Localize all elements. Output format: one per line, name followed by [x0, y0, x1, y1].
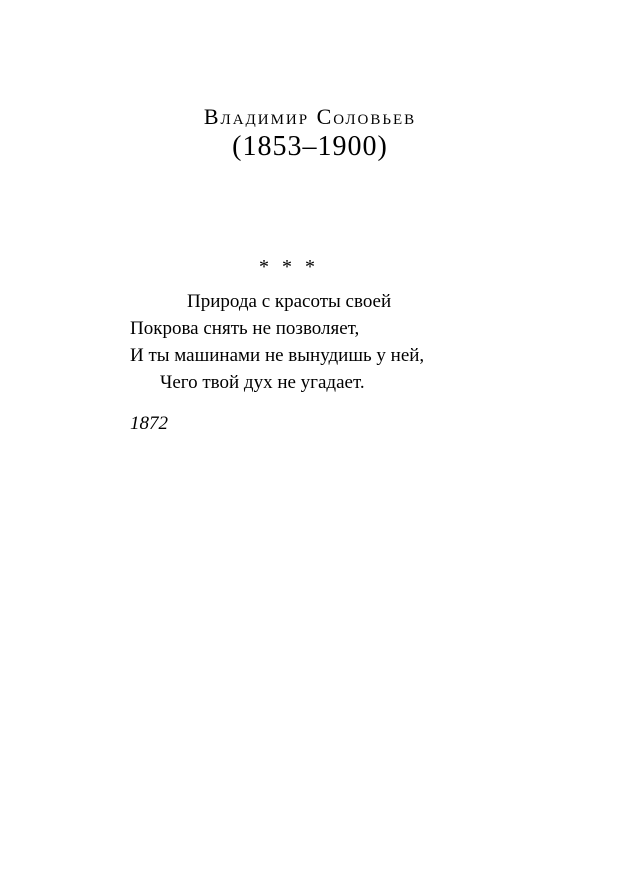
poem-line-3: И ты машинами не вынудишь у ней,	[130, 345, 425, 366]
poem-stanza	[130, 288, 530, 396]
poem-line-4: Чего твой дух не угадает.	[160, 372, 365, 393]
poem-line-2: Покрова снять не позволяет,	[130, 318, 360, 339]
poem-line-1: Природа с красоты своей	[187, 291, 392, 312]
asterism-divider: * * *	[259, 256, 319, 278]
author-name: Владимир Соловьев	[203, 104, 417, 129]
author-years: (1853–1900)	[232, 131, 388, 162]
poem-date: 1872	[130, 413, 168, 434]
